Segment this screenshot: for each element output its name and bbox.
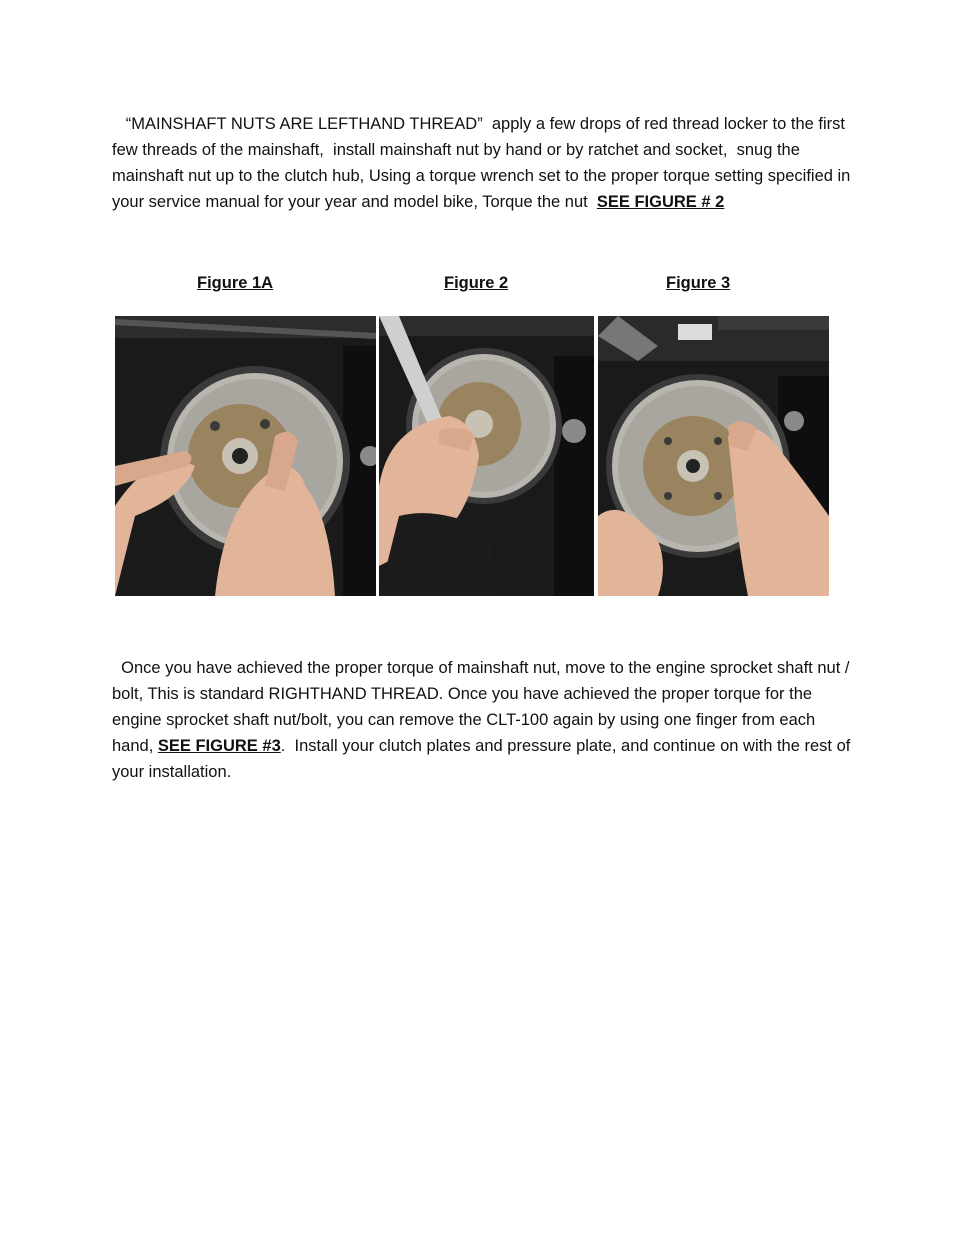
instruction-paragraph-2 bbox=[112, 655, 855, 785]
figure-1a-caption: Figure 1A bbox=[197, 274, 274, 292]
torque-wrench-photo-image bbox=[379, 316, 594, 596]
figure-3-caption: Figure 3 bbox=[666, 274, 731, 292]
figure-3-photo bbox=[598, 316, 829, 596]
figure-1a-photo bbox=[115, 316, 376, 596]
paragraph-2-text-after: . Install your clutch plates and pressure plate, and continue on with the rest of your installation. bbox=[112, 737, 855, 781]
removing-tool-photo-image bbox=[598, 316, 829, 596]
see-figure-3-link: SEE FIGURE #3 bbox=[157, 737, 281, 755]
clutch-hub-photo-image bbox=[115, 316, 376, 596]
figure-2-photo bbox=[379, 316, 594, 596]
instruction-paragraph-1 bbox=[112, 111, 855, 215]
figure-2-caption: Figure 2 bbox=[444, 274, 509, 292]
see-figure-2-link: SEE FIGURE # 2 bbox=[596, 193, 725, 211]
paragraph-2-text-before: Once you have achieved the proper torque of mainshaft nut, move to the engine sprocket shaft nut / bolt, This is standard RIGHTHAND THREAD. Once you have achieved the proper torque for the engine sprocket shaft nut/bolt, you can remove the CLT-100 again by using one finger from each hand, bbox=[112, 659, 855, 755]
paragraph-1-text: “MAINSHAFT NUTS ARE LEFTHAND THREAD” apply a few drops of red thread locker to the first few threads of the mainshaft, install mainshaft nut by hand or by ratchet and socket, snug the mainshaft nut up to the clutch hub, Using a torque wrench set to the proper torque setting specified in your service manual for your year and model bike, Torque the nut bbox=[112, 115, 855, 211]
